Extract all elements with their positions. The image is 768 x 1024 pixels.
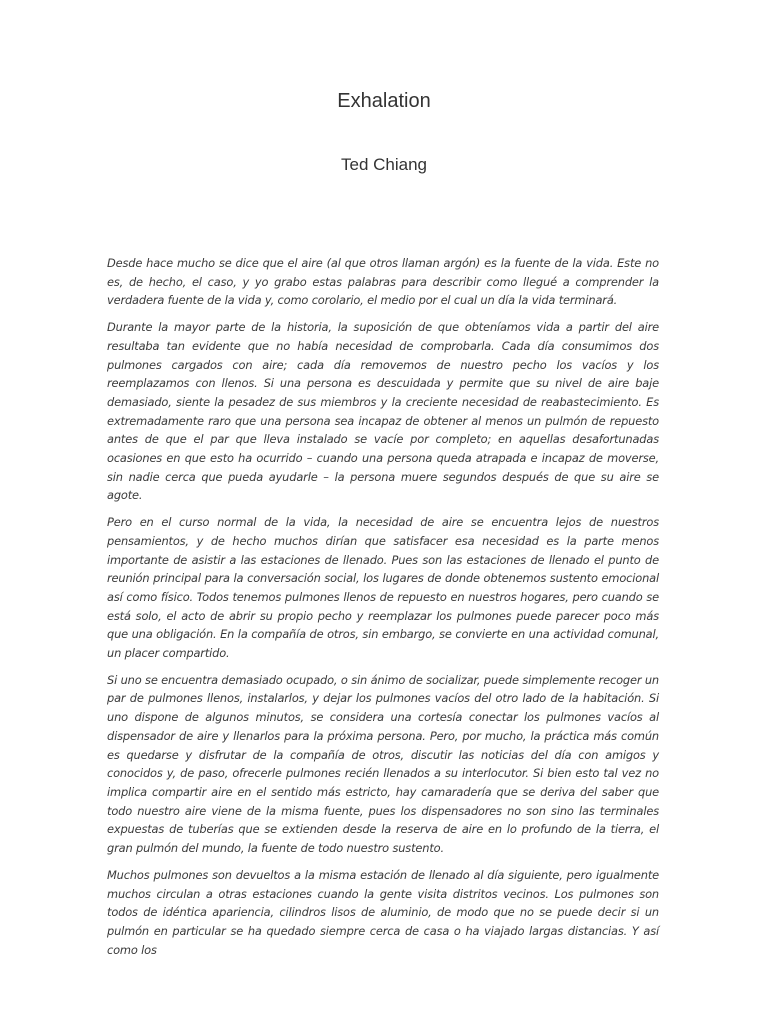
paragraph-3: Pero en el curso normal de la vida, la necesidad de aire se encuentra lejos de nuestros pensamientos, y de hecho muchos dirían que satisfacer esa necesidad es la parte menos importante de asistir a las estaciones de llenado. Pues son las estaciones de llenado el punto de reunión principal para la conversación social, los lugares de donde obtenemos sustento emocional así como físico. Todos tenemos pulmones llenos de repuesto en nuestros hogares, pero cuando se está solo, el acto de abrir su propio pecho y reemplazar los pulmones puede parecer poco más que una obligación. En la compañía de otros, sin embargo, se convierte en una actividad comunal, un placer compartido.: [107, 515, 659, 661]
document-author: Ted Chiang: [340, 155, 427, 174]
document-body: [107, 254, 659, 967]
document-title: Exhalation: [337, 90, 431, 112]
paragraph-1: Desde hace mucho se dice que el aire (al que otros llaman argón) es la fuente de la vida. Este no es, de hecho, el caso, y yo grabo estas palabras para describir como llegué a comprender la verdadera fuente de la vida y, como corolario, el medio por el cual un día la vida terminará.: [107, 256, 659, 308]
paragraph-5: Muchos pulmones son devueltos a la misma estación de llenado al día siguiente, pero igualmente muchos circulan a otras estaciones cuando la gente visita distritos vecinos. Los pulmones son todos de idéntica apariencia, cilindros lisos de aluminio, de modo que no se puede decir si un pulmón en particular se ha quedado siempre cerca de casa o ha viajado largas distancias. Y así como los: [107, 867, 659, 957]
paragraph-2: Durante la mayor parte de la historia, la suposición de que obteníamos vida a partir del aire resultaba tan evidente que no había necesidad de comprobarla. Cada día consumimos dos pulmones cargados con aire; cada día removemos de nuestro pecho los vacíos y los reemplazamos con llenos. Si una persona es descuidada y permite que su nivel de aire baje demasiado, siente la pesadez de sus miembros y la creciente necesidad de reabastecimiento. Es extremadamente raro que una persona sea incapaz de obtener al menos un pulmón de repuesto antes de que el par que lleva instalado se vacíe por completo; en aquellas desafortunadas ocasiones en que esto ha ocurrido – cuando una persona queda atrapada e incapaz de moverse, sin nadie cerca que pueda ayudarle – la persona muere segundos después de que su aire se agote.: [107, 320, 659, 503]
paragraph-4: Si uno se encuentra demasiado ocupado, o sin ánimo de socializar, puede simplemente recoger un par de pulmones llenos, instalarlos, y dejar los pulmones vacíos del otro lado de la habitación. Si uno dispone de algunos minutos, se considera una cortesía conectar los pulmones vacíos al dispensador de aire y llenarlos para la próxima persona. Pero, por mucho, la práctica más común es quedarse y disfrutar de la compañía de otros, discutir las noticias del día con amigos y conocidos y, de paso, ofrecerle pulmones recién llenados a su interlocutor. Si bien esto tal vez no implica compartir aire en el sentido más estricto, hay camaradería que se deriva del saber que todo nuestro aire viene de la misma fuente, pues los dispensadores no son sino las terminales expuestas de tuberías que se extienden desde la reserva de aire en lo profundo de la tierra, el gran pulmón del mundo, la fuente de todo nuestro sustento.: [107, 672, 659, 856]
